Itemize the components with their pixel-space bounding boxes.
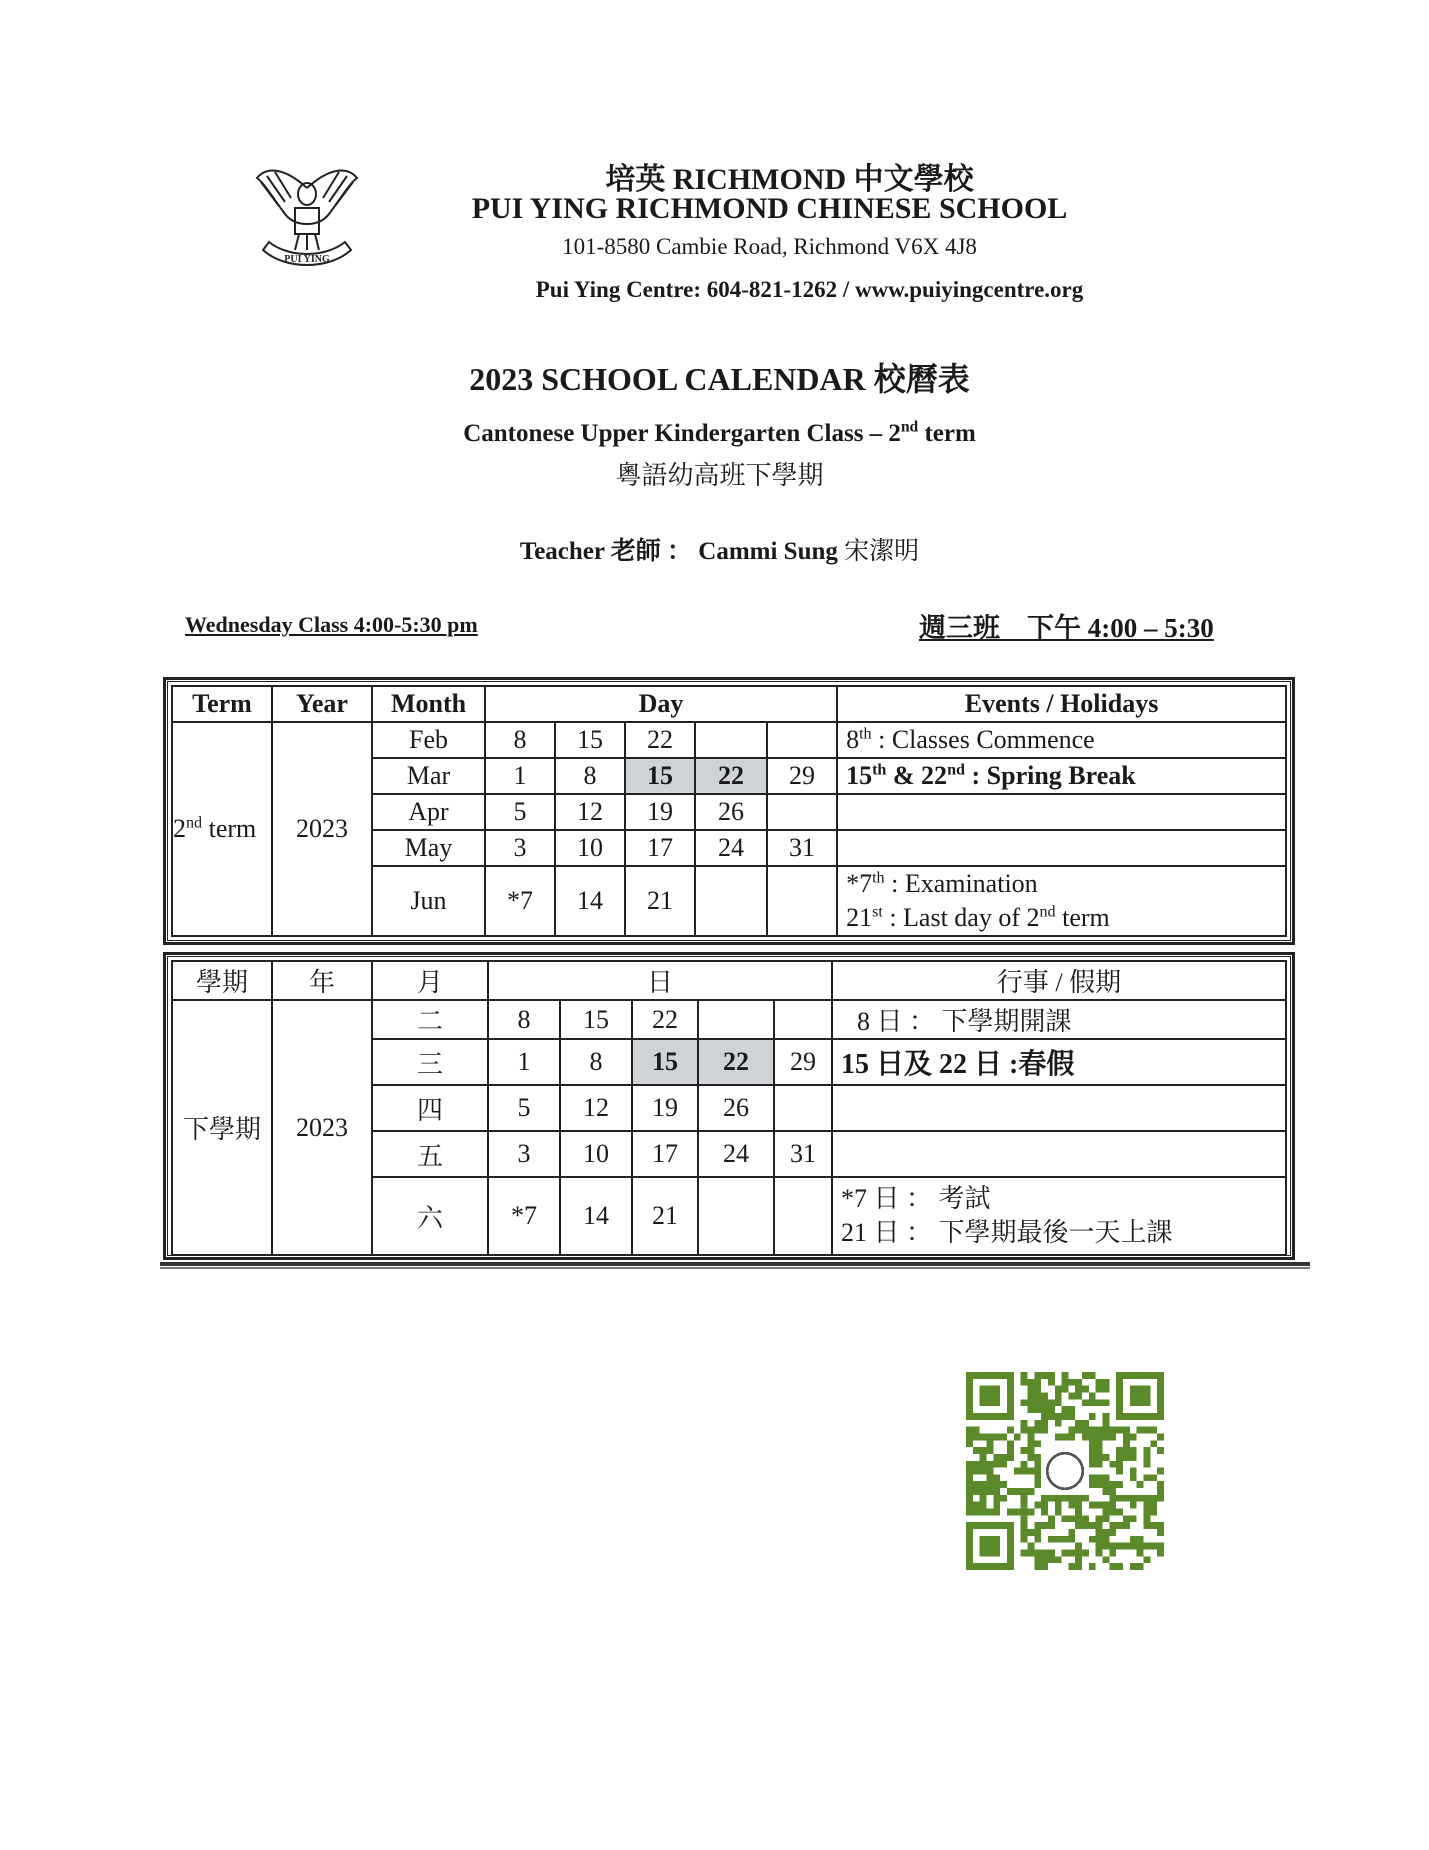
table-bottom-rule [160,1267,1310,1269]
day-cell: 26 [695,794,767,830]
event-cell: *7 日 ： 考試 21 日 ： 下學期最後一天上課 [832,1177,1286,1255]
term-cell: 下學期 [172,1000,272,1255]
day-cell: 22 [632,1000,698,1039]
day-cell [698,1000,774,1039]
day-cell: 8 [560,1039,632,1085]
day-cell [767,722,837,758]
day-cell: 1 [485,758,555,794]
day-cell: 3 [485,830,555,866]
event-cell: 15 日及 22 日 :春假 [832,1039,1286,1085]
day-cell: 19 [625,794,695,830]
day-cell: 31 [774,1131,832,1177]
month-cell: Jun [372,866,485,936]
day-cell: 26 [698,1085,774,1131]
day-cell: 3 [488,1131,560,1177]
day-cell: 17 [632,1131,698,1177]
year-cell: 2023 [272,1000,372,1255]
teacher-name-chinese: 宋潔明 [844,538,920,565]
day-cell: *7 [488,1177,560,1255]
teacher-name: Cammi Sung [698,538,838,565]
day-cell: 5 [485,794,555,830]
day-cell: *7 [485,866,555,936]
day-cell [774,1000,832,1039]
table-header-row [172,686,1286,722]
day-cell: 1 [488,1039,560,1085]
logo-text: PUI YING [284,254,330,265]
teacher-label: Teacher 老師 ： [519,538,693,565]
day-cell [774,1177,832,1255]
day-cell: 10 [560,1131,632,1177]
holiday-day-cell: 15 [632,1039,698,1085]
day-cell: 15 [555,722,625,758]
header-events: Events / Holidays [837,686,1286,722]
event-cell [837,794,1286,830]
day-cell: 29 [767,758,837,794]
day-cell: 17 [625,830,695,866]
school-name-chinese: 培英 RICHMOND 中文學校 [605,163,974,196]
month-cell: Mar [372,758,485,794]
header-month: 月 [372,961,488,1000]
header-term: Term [172,686,272,722]
day-cell: 8 [555,758,625,794]
calendar-table-english [163,677,1295,945]
day-cell: 5 [488,1085,560,1131]
header-events: 行事 / 假期 [832,961,1286,1000]
day-cell: 15 [560,1000,632,1039]
day-cell: 24 [695,830,767,866]
term-cell: 2nd term [172,722,272,936]
day-cell [767,794,837,830]
day-cell: 19 [632,1085,698,1131]
day-cell: 8 [485,722,555,758]
month-cell: 五 [372,1131,488,1177]
event-cell: 8th : Classes Commence [837,722,1286,758]
school-name-english: PUI YING RICHMOND CHINESE SCHOOL [471,192,1068,225]
day-cell: 22 [625,722,695,758]
event-cell: *7th : Examination 21st : Last day of 2nd term [837,866,1286,936]
table-row [172,1000,1286,1039]
class-name-chinese: 粵語幼高班下學期 [615,461,824,490]
month-cell: May [372,830,485,866]
header-day: 日 [488,961,832,1000]
day-cell: 8 [488,1000,560,1039]
day-cell [774,1085,832,1131]
month-cell: 四 [372,1085,488,1131]
calendar-table-chinese [163,952,1295,1260]
event-cell: 8 日 ： 下學期開課 [832,1000,1286,1039]
calendar-title: 2023 SCHOOL CALENDAR 校曆表 [469,361,970,397]
day-cell: 10 [555,830,625,866]
day-cell: 31 [767,830,837,866]
table-bottom-rule [160,1262,1310,1266]
day-cell [698,1177,774,1255]
header-month: Month [372,686,485,722]
header-year: Year [272,686,372,722]
month-cell: 二 [372,1000,488,1039]
school-address: 101-8580 Cambie Road, Richmond V6X 4J8 [562,234,977,259]
day-cell: 21 [625,866,695,936]
month-cell: Feb [372,722,485,758]
day-cell: 29 [774,1039,832,1085]
table-row [172,722,1286,758]
class-schedule-english: Wednesday Class 4:00-5:30 pm [185,612,478,637]
holiday-day-cell: 15 [625,758,695,794]
holiday-day-cell: 22 [695,758,767,794]
month-cell: 六 [372,1177,488,1255]
month-cell: 三 [372,1039,488,1085]
day-cell: 24 [698,1131,774,1177]
event-cell [832,1131,1286,1177]
day-cell [695,866,767,936]
day-cell: 14 [555,866,625,936]
class-name-english: Cantonese Upper Kindergarten Class – 2nd term [463,418,976,447]
header-day: Day [485,686,837,722]
day-cell: 12 [560,1085,632,1131]
teacher-line [0,531,1429,567]
event-cell [837,830,1286,866]
header-year: 年 [272,961,372,1000]
day-cell: 14 [560,1177,632,1255]
day-cell: 12 [555,794,625,830]
contact-line: Pui Ying Centre: 604-821-1262 / www.puiyingcentre.org [535,277,1084,302]
day-cell [695,722,767,758]
holiday-day-cell: 22 [698,1039,774,1085]
qr-code-icon [952,1372,1178,1570]
day-cell [767,866,837,936]
class-schedule-chinese: 週三班 下午 4:00 – 5:30 [919,613,1214,643]
event-cell [832,1085,1286,1131]
table-header-row [172,961,1286,1000]
day-cell: 21 [632,1177,698,1255]
header-term: 學期 [172,961,272,1000]
month-cell: Apr [372,794,485,830]
event-cell: 15th & 22nd : Spring Break [837,758,1286,794]
year-cell: 2023 [272,722,372,936]
